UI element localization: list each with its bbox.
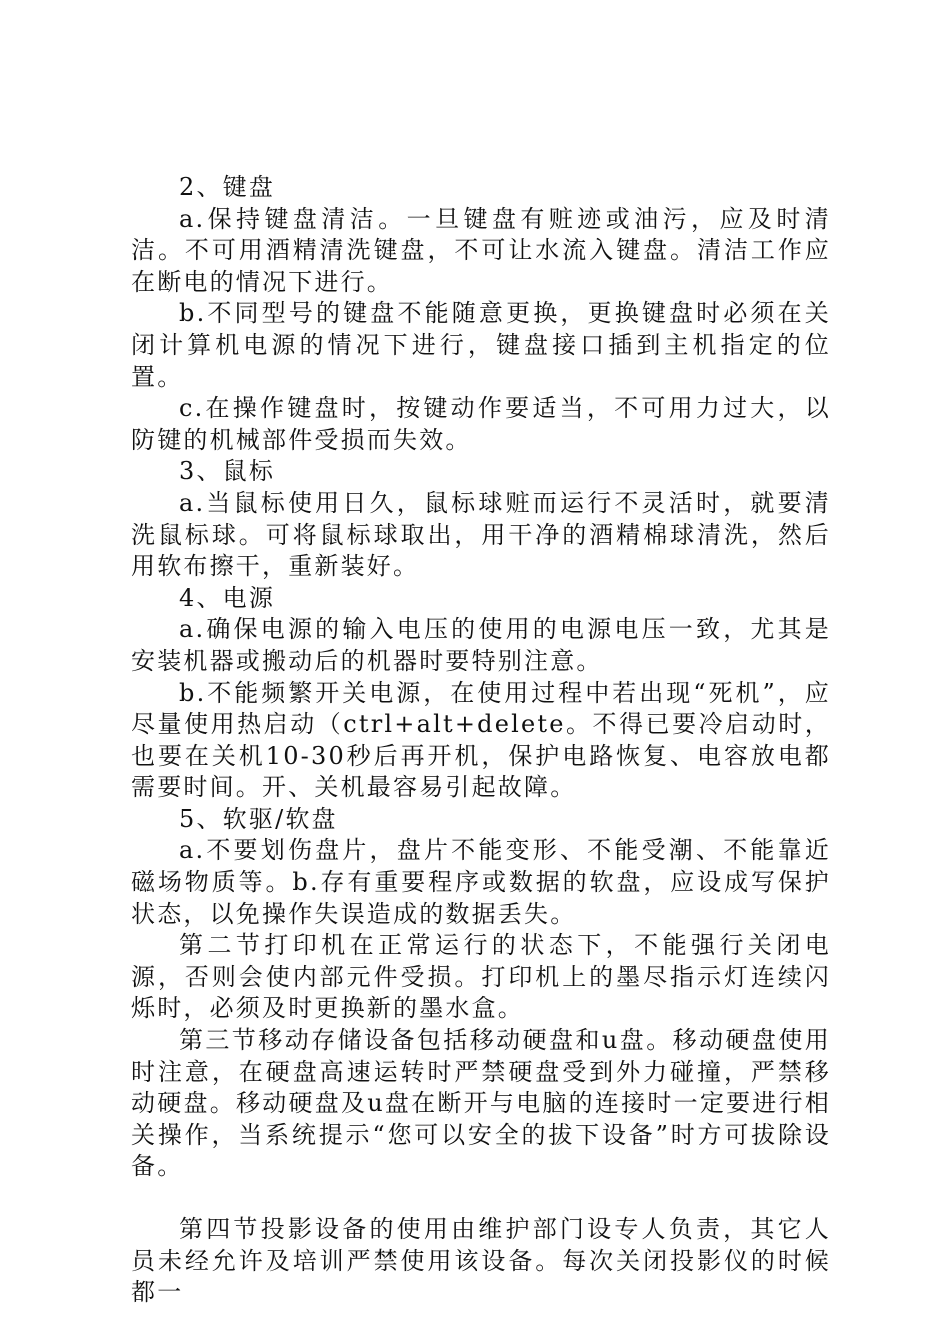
section-heading-floppy: 5、软驱/软盘 (179, 804, 338, 833)
document-body (131, 172, 831, 1309)
blank-line (131, 1183, 831, 1214)
paragraph-projector: 第四节投影设备的使用由维护部门设专人负责，其它人员未经允许及培训严禁使用该设备。每次关闭投影仪的时候都一 (131, 1215, 831, 1307)
paragraph-keyboard-c: c.在操作键盘时，按键动作要适当，不可用力过大，以防键的机械部件受损而失效。 (131, 394, 831, 454)
paragraph-floppy: a.不要划伤盘片，盘片不能变形、不能受潮、不能靠近磁场物质等。b.存有重要程序或数据的软盘，应设成写保护状态，以免操作失误造成的数据丢失。 (131, 836, 831, 928)
paragraph-storage: 第三节移动存储设备包括移动硬盘和u盘。移动硬盘使用时注意，在硬盘高速运转时严禁硬盘受到外力碰撞，严禁移动硬盘。移动硬盘及u盘在断开与电脑的连接时一定要进行相关操作，当系统提示“您可以安全的拔下设备”时方可拔除设备。 (131, 1026, 831, 1181)
paragraph-power-b: b.不能频繁开关电源，在使用过程中若出现“死机”，应尽量使用热启动（ctrl+alt+delete。不得已要冷启动时，也要在关机10-30秒后再开机，保护电路恢复、电容放电都需要时间。开、关机最容易引起故障。 (131, 678, 831, 802)
paragraph-printer: 第二节打印机在正常运行的状态下，不能强行关闭电源，否则会使内部元件受损。打印机上的墨尽指示灯连续闪烁时，必须及时更换新的墨水盒。 (131, 931, 831, 1023)
section-heading-mouse: 3、鼠标 (179, 457, 276, 486)
section-heading-keyboard: 2、键盘 (179, 173, 276, 201)
paragraph-keyboard-b: b.不同型号的键盘不能随意更换，更换键盘时必须在关闭计算机电源的情况下进行，键盘接口插到主机指定的位置。 (131, 299, 831, 391)
paragraph-power-a: a.确保电源的输入电压的使用的电源电压一致，尤其是安装机器或搬动后的机器时要特别注意。 (131, 615, 831, 675)
paragraph-mouse-a: a.当鼠标使用日久，鼠标球赃而运行不灵活时，就要清洗鼠标球。可将鼠标球取出，用干净的酒精棉球清洗，然后用软布擦干，重新装好。 (131, 488, 831, 581)
section-heading-power: 4、电源 (179, 583, 276, 612)
paragraph-keyboard-a: a.保持键盘清洁。一旦键盘有赃迹或油污，应及时清洁。不可用酒精清洗键盘，不可让水流入键盘。清洁工作应在断电的情况下进行。 (131, 204, 831, 296)
